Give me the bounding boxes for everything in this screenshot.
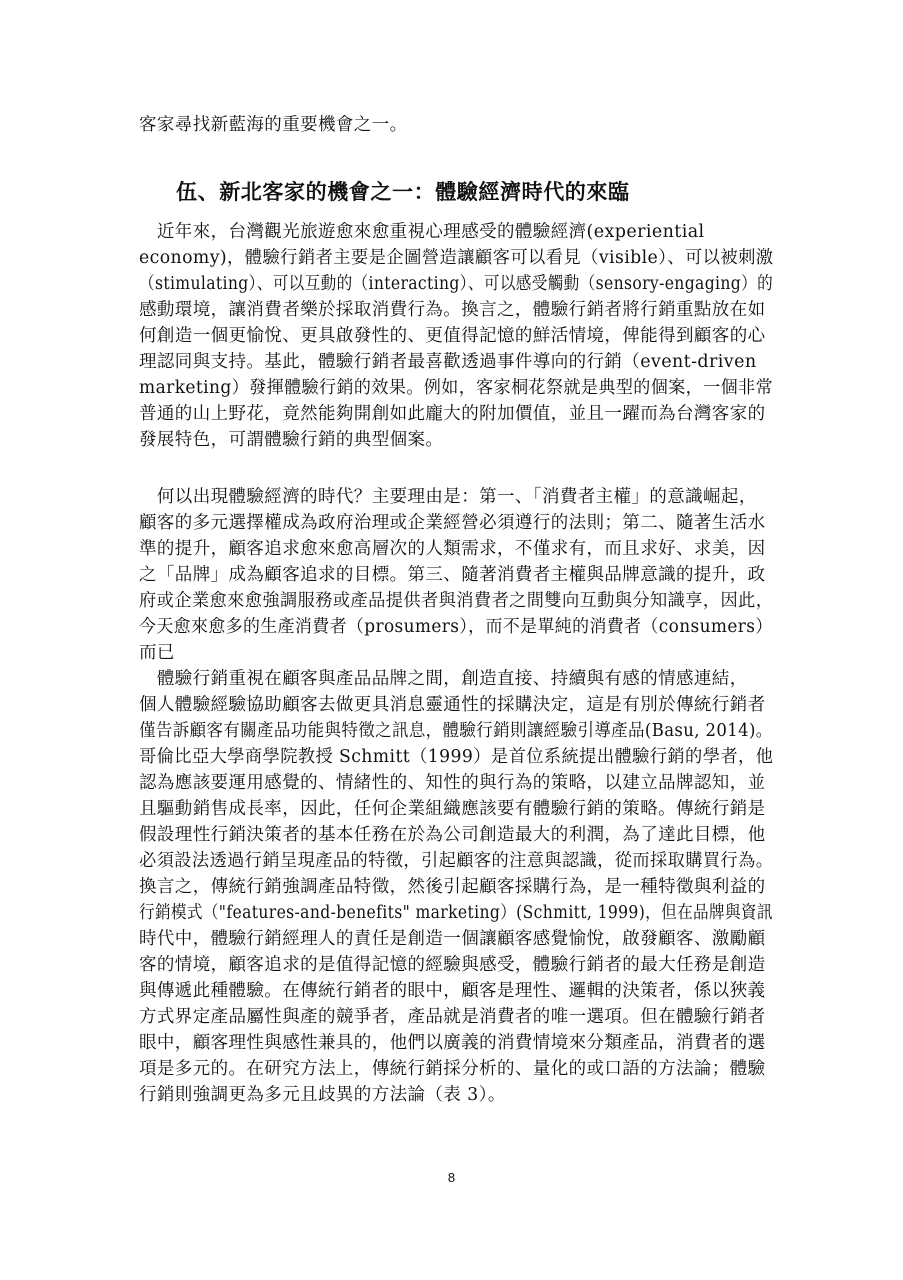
text-line: 個人體驗經驗協助顧客去做更具消息靈通性的採購決定，這是有別於傳統行銷者 xyxy=(139,695,766,715)
text-line: 客家尋找新藍海的重要機會之一。 xyxy=(139,115,408,135)
text-line: 而已 xyxy=(139,643,175,663)
text-line: 體驗行銷重視在顧客與產品品牌之間，創造直接、持續與有感的情感連結， xyxy=(139,669,748,689)
text-line: 必須設法透過行銷呈現產品的特徵，引起顧客的注意與認識，從而採取購買行為。 xyxy=(139,851,774,871)
text-line: 今天愈來愈多的生產消費者（prosumers），而不是單純的消費者（consumers） xyxy=(139,617,773,637)
text-line: 與傳遞此種體驗。在傳統行銷者的眼中，顧客是理性、邏輯的決策者，係以狹義 xyxy=(139,981,766,1001)
text-line: 之「品牌」成為顧客追求的目標。第三、隨著消費者主權與品牌意識的提升，政 xyxy=(139,565,766,585)
text-line: 準的提升，顧客追求愈來愈高層次的人類需求，不僅求有，而且求好、求美，因 xyxy=(139,539,766,559)
section-heading: 伍、新北客家的機會之一：體驗經濟時代的來臨 xyxy=(176,179,630,204)
text-line: 假設理性行銷決策者的基本任務在於為公司創造最大的利潤，為了達此目標，他 xyxy=(139,825,766,845)
text-line: 顧客的多元選擇權成為政府治理或企業經營必須遵行的法則；第二、隨著生活水 xyxy=(139,513,766,533)
text-line: 普通的山上野花，竟然能夠開創如此龐大的附加價值，並且一躍而為台灣客家的 xyxy=(139,404,766,424)
text-line: 方式界定產品屬性與產的競爭者，產品就是消費者的唯一選項。但在體驗行銷者 xyxy=(139,1007,766,1027)
text-line: 眼中，顧客理性與感性兼具的，他們以廣義的消費情境來分類產品，消費者的選 xyxy=(139,1033,766,1053)
text-line: 府或企業愈來愈強調服務或產品提供者與消費者之間雙向互動與分知識享，因此， xyxy=(139,591,774,611)
text-line: 項是多元的。在研究方法上，傳統行銷採分析的、量化的或口語的方法論；體驗 xyxy=(139,1059,766,1079)
text-line: （stimulating）、可以互動的（interacting）、可以感受觸動（sensory-engaging）的 xyxy=(139,274,774,294)
text-line: economy)，體驗行銷者主要是企圖營造讓顧客可以看見（visible）、可以被刺激 xyxy=(139,248,774,268)
text-line: 且驅動銷售成長率，因此，任何企業組織應該要有體驗行銷的策略。傳統行銷是 xyxy=(139,799,766,819)
text-line: 感動環境，讓消費者樂於採取消費行為。換言之，體驗行銷者將行銷重點放在如 xyxy=(139,300,766,320)
text-line: marketing）發揮體驗行銷的效果。例如，客家桐花祭就是典型的個案，一個非常 xyxy=(139,378,773,398)
text-line: 近年來，台灣觀光旅遊愈來愈重視心理感受的體驗經濟(experiential xyxy=(139,222,705,242)
text-line: 時代中，體驗行銷經理人的責任是創造一個讓顧客感覺愉悅，啟發顧客、激勵顧 xyxy=(139,929,766,949)
text-line: 哥倫比亞大學商學院教授 Schmitt（1999）是首位系統提出體驗行銷的學者，他 xyxy=(139,747,774,767)
text-line: 何以出現體驗經濟的時代？主要理由是：第一、「消費者主權」的意識崛起， xyxy=(139,487,757,507)
text-line: 僅告訴顧客有關產品功能與特徵之訊息，體驗行銷則讓經驗引導產品(Basu, 2014)。 xyxy=(139,721,773,741)
page-number: 8 xyxy=(447,1170,456,1185)
text-line: 客的情境，顧客追求的是值得記憶的經驗與感受，體驗行銷者的最大任務是創造 xyxy=(139,955,766,975)
text-line: 行銷模式（"features-and-benefits" marketing）(Schmitt, 1999)，但在品牌與資訊 xyxy=(139,903,773,923)
text-line: 何創造一個更愉悅、更具啟發性的、更值得記憶的鮮活情境，俾能得到顧客的心 xyxy=(139,326,766,346)
text-line: 理認同與支持。基此，體驗行銷者最喜歡透過事件導向的行銷（event-driven xyxy=(139,352,757,372)
text-line: 發展特色，可謂體驗行銷的典型個案。 xyxy=(139,430,444,450)
text-line: 認為應該要運用感覺的、情緒性的、知性的與行為的策略，以建立品牌認知，並 xyxy=(139,773,766,793)
text-line: 行銷則強調更為多元且歧異的方法論（表 3）。 xyxy=(139,1085,506,1105)
text-line: 換言之，傳統行銷強調產品特徵，然後引起顧客採購行為，是一種特徵與利益的 xyxy=(139,877,766,897)
